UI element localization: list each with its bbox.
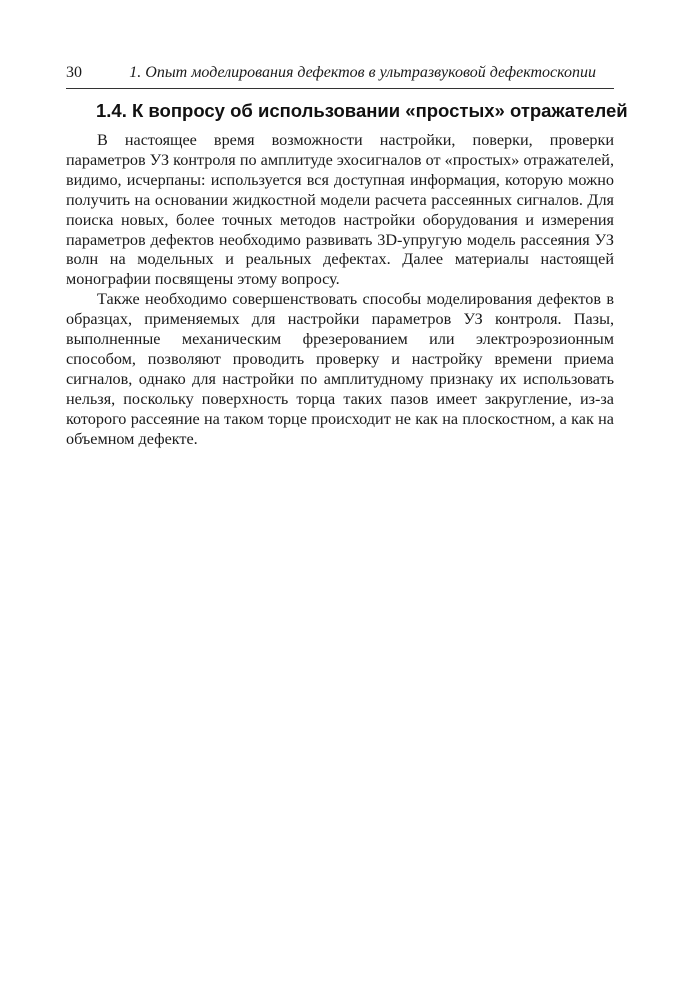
chapter-title: 1. Опыт моделирования дефектов в ультразвуковой дефектоскопии: [129, 64, 596, 81]
section-heading: 1.4. К вопросу об использовании «простых» отражателей: [96, 100, 628, 121]
page-number: 30: [66, 64, 82, 81]
paragraph: В настоящее время возможности настройки, поверки, проверки параметров УЗ контроля по амплитуде эхосигналов от «простых» отражателей, видимо, исчерпаны: используется вся доступная информация, которую можно получить на основании жидкостной модели расчета рассеянных сигналов. Для поиска новых, более точных методов настройки оборудования и измерения параметров дефектов необходимо развивать 3D-упругую модель рассеяния УЗ волн на модельных и реальных дефектах. Далее материалы настоящей монографии посвящены этому вопросу.: [66, 131, 614, 289]
running-header: [66, 62, 614, 89]
paragraph: Также необходимо совершенствовать способы моделирования дефектов в образцах, применяемых для настройки параметров УЗ контроля. Пазы, выполненные механическим фрезерованием или электроэрозионным способом, позволяют проводить проверку и настройку времени приема сигналов, однако для настройки по амплитудному признаку их использовать нельзя, поскольку поверхность торца таких пазов имеет закругление, из-за которого рассеяние на таком торце происходит не как на плоскостном, а как на объемном дефекте.: [66, 290, 614, 448]
body-text: [66, 131, 614, 450]
